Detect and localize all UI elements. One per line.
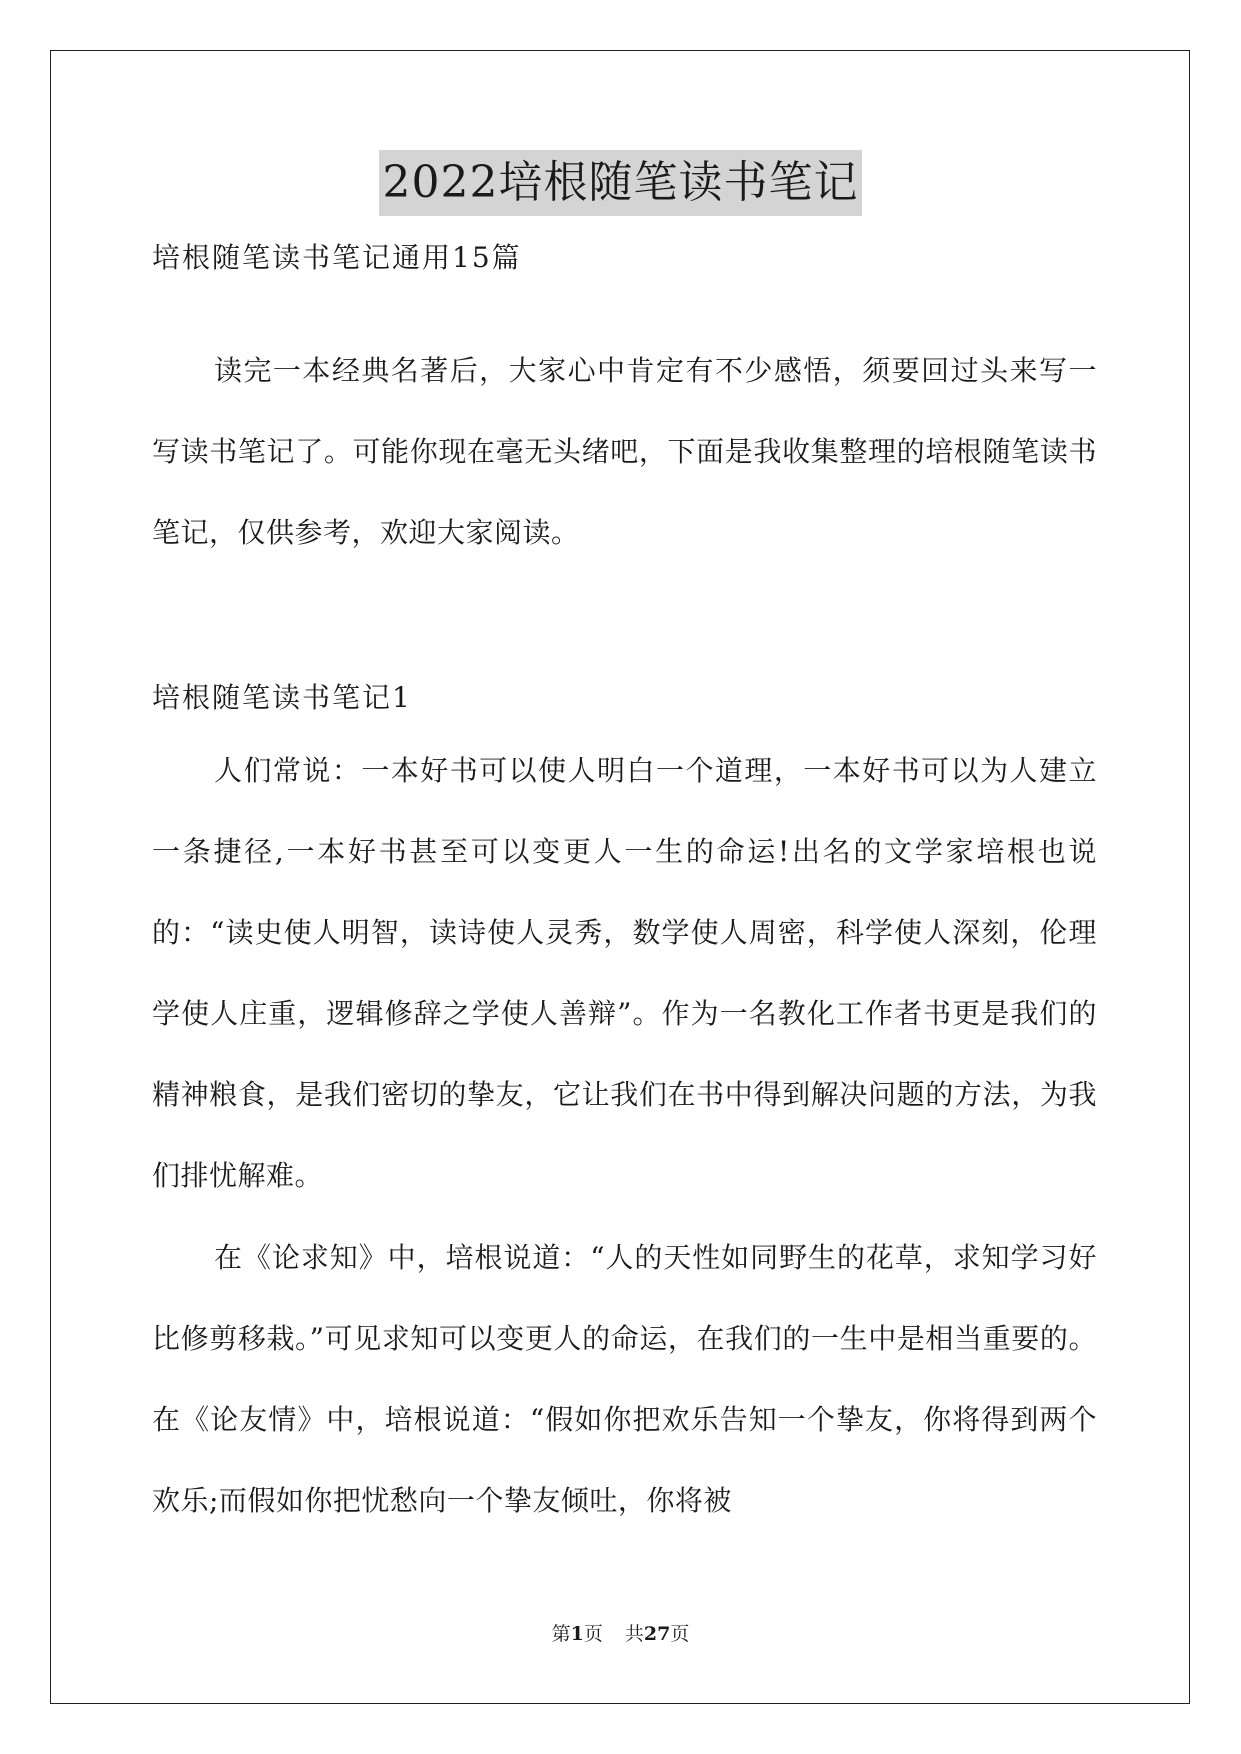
body-paragraph-2: 在《论求知》中，培根说道：“人的天性如同野生的花草，求知学习好比修剪移栽。”可见求知可以变更人的命运，在我们的一生中是相当重要的。在《论友情》中，培根说道：“假如你把欢乐告知一个挚友，你将得到两个欢乐;而假如你把忧愁向一个挚友倾吐，你将被: [152, 1241, 1097, 1517]
page-prefix: 第: [551, 1623, 571, 1645]
section-heading: 培根随笔读书笔记1: [152, 681, 412, 714]
total-suffix: 页: [670, 1623, 690, 1645]
total-prefix: 共: [624, 1623, 644, 1645]
document-subtitle: 培根随笔读书笔记通用15篇: [152, 241, 522, 274]
page-suffix: 页: [583, 1623, 603, 1645]
body-paragraph-1: 人们常说：一本好书可以使人明白一个道理，一本好书可以为人建立一条捷径,一本好书甚至可以变更人一生的命运!出名的文学家培根也说的：“读史使人明智，读诗使人灵秀，数学使人周密，科学使人深刻，伦理学使人庄重，逻辑修辞之学使人善辩”。作为一名教化工作者书更是我们的精神粮食，是我们密切的挚友，它让我们在书中得到解决问题的方法，为我们排忧解难。: [152, 754, 1097, 1192]
page-total: 27: [643, 1623, 671, 1645]
page-current: 1: [570, 1623, 584, 1645]
document-title: 2022培根随笔读书笔记: [379, 150, 863, 216]
title-container: [0, 150, 1241, 216]
page-footer: [0, 1620, 1241, 1648]
intro-paragraph: 读完一本经典名著后，大家心中肯定有不少感悟，须要回过头来写一写读书笔记了。可能你现在毫无头绪吧，下面是我收集整理的培根随笔读书笔记，仅供参考，欢迎大家阅读。: [152, 354, 1097, 549]
